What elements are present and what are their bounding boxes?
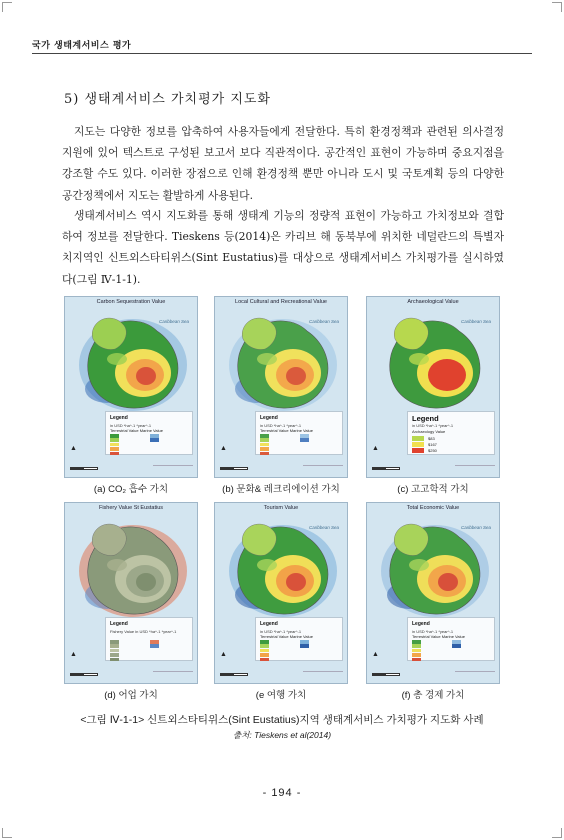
legend-swatch: [300, 434, 309, 438]
figure-caption: <그림 Ⅳ-1-1> 신트외스타티위스(Sint Eustatius)지역 생태계서비스 가치평가 지도화 사례: [80, 714, 484, 726]
map-legend: [407, 617, 495, 661]
map-figure-1: [64, 296, 198, 495]
legend-swatch: [412, 448, 424, 453]
scale-bar: [220, 467, 248, 470]
legend-terrestrial-swatches: [412, 640, 426, 662]
north-arrow-icon: ▲: [220, 651, 227, 658]
page-number: - 194 -: [262, 787, 302, 799]
legend-units: in USD *ha^-1 *year^-1: [412, 423, 454, 428]
legend-swatch: [260, 443, 269, 447]
map-title: Tourism Value: [263, 505, 299, 511]
map-caption: (f) 총 경제 가치: [401, 690, 465, 701]
crop-mark-top-left: [2, 2, 12, 12]
legend-swatch: [110, 653, 119, 657]
legend-terrestrial-swatches: [260, 640, 274, 662]
cartography-credit-line: [455, 671, 495, 679]
legend-swatch: [412, 436, 424, 441]
legend-swatch: [452, 644, 461, 648]
map-legend: [255, 411, 343, 455]
map-figure-4: [64, 502, 198, 701]
map-caption: (e 여행 가치: [255, 690, 307, 701]
legend-swatch: [300, 644, 309, 648]
paragraph-1: [62, 121, 504, 206]
legend-column-header: Terrestrial Value Marine Value: [412, 634, 465, 639]
figure-source: 출처: Tieskens et al(2014): [232, 730, 332, 740]
map-panel: [366, 296, 500, 478]
scale-bar: [220, 673, 248, 676]
crop-mark-bottom-right: [552, 828, 562, 838]
map-legend: [105, 411, 193, 455]
legend-swatch: [412, 644, 421, 648]
paragraph-2: [62, 205, 504, 290]
cartography-credit-line: [303, 671, 343, 679]
legend-swatch: [260, 649, 269, 653]
legend-marine-swatches: [300, 434, 314, 443]
map-figure-2: [214, 296, 348, 495]
legend-swatch: [300, 640, 309, 644]
island-map-graphic: [77, 311, 187, 411]
legend-swatch: [412, 653, 421, 657]
legend-swatch: [150, 640, 159, 644]
legend-swatch: [412, 442, 424, 447]
legend-swatch: [110, 644, 119, 648]
legend-title: Legend: [110, 621, 128, 627]
island-map-graphic: [379, 517, 489, 617]
map-title: Carbon Sequestration Value: [96, 299, 166, 305]
island-map-graphic: [227, 517, 337, 617]
cartography-credit-line: [303, 465, 343, 473]
map-caption: (c) 고고학적 가치: [397, 484, 469, 495]
scale-bar: [70, 673, 98, 676]
sea-label: Caribbean Sea: [158, 319, 189, 324]
map-caption: (b) 문화& 레크리에이션 가치: [222, 484, 340, 495]
cartography-credit-line: [153, 465, 193, 473]
legend-swatch: [110, 434, 119, 438]
legend-swatch: [110, 658, 119, 662]
map-figure-5: [214, 502, 348, 701]
map-legend: [407, 411, 495, 455]
map-caption: (d) 어업 가치: [104, 690, 158, 701]
legend-swatch: [412, 658, 421, 662]
map-panel: [64, 296, 198, 478]
legend-value-label: $250: [428, 448, 437, 453]
island-map-graphic: [77, 517, 187, 617]
map-title: Fishery Value St Eustatius: [98, 505, 164, 511]
cartography-credit-line: [455, 465, 495, 473]
north-arrow-icon: ▲: [70, 651, 77, 658]
legend-title: Legend: [260, 415, 278, 421]
sea-label: Caribbean Sea: [308, 319, 339, 324]
legend-swatch: [260, 434, 269, 438]
sea-label: Caribbean Sea: [460, 319, 491, 324]
paragraph-2-text: 생태계서비스 역시 지도화를 통해 생태계 기능의 정량적 표현이 가능하고 가치정보와 결합하여 정보를 전달한다. Tieskens 등(2014)은 카리브 해 동북부에 위치한 네덜란드의 특별자치지역인 신트외스타티위스(Sint Eustatius)를 대상으로 생태계서비스 가치평가를 실시하였다(그림 Ⅳ-1-1).: [62, 209, 504, 286]
header-rule: [32, 53, 532, 54]
legend-swatch: [260, 658, 269, 662]
map-figure-3: [366, 296, 500, 495]
scale-bar: [70, 467, 98, 470]
cartography-credit-line: [153, 671, 193, 679]
scale-bar: [372, 467, 400, 470]
north-arrow-icon: ▲: [70, 445, 77, 452]
map-panel: [214, 502, 348, 684]
legend-swatch: [110, 640, 119, 644]
legend-column-header: Archaeology Value: [412, 429, 446, 434]
legend-value-label: $83: [428, 436, 435, 441]
map-title: Local Cultural and Recreational Value: [235, 299, 327, 305]
map-legend: [255, 617, 343, 661]
legend-swatch: [452, 640, 461, 644]
paragraph-1-text: 지도는 다양한 정보를 압축하여 사용자들에게 전달한다. 특히 환경정책과 관련된 의사결정지원에 있어 텍스트로 구성된 보고서 보다 직관적이다. 공간적인 표현이 가능하며 중요지점을 강조할 수도 있다. 이러한 장점으로 인해 환경정책 뿐만 아니라 도시 및 국토계획 등의 다양한 공간정책에서 지도는 활발하게 사용된다.: [62, 125, 504, 202]
legend-units: in USD *ha^-1 *year^-1: [260, 629, 302, 634]
legend-terrestrial-swatches: [260, 434, 274, 456]
legend-swatch: [260, 452, 269, 456]
island-map-graphic: [379, 311, 489, 411]
legend-swatch: [150, 644, 159, 648]
legend-column-header: Terrestrial Value Marine Value: [260, 428, 313, 433]
legend-swatch: [260, 438, 269, 442]
legend-title: Legend: [412, 414, 439, 423]
map-title: Total Economic Value: [406, 505, 460, 511]
legend-terrestrial-swatches: [110, 640, 124, 662]
legend-marine-swatches: [150, 640, 164, 649]
map-figure-6: [366, 502, 500, 701]
legend-value-label: $167: [428, 442, 437, 447]
legend-column-header: Terrestrial Value Marine Value: [260, 634, 313, 639]
legend-swatch: [260, 653, 269, 657]
legend-swatch: [110, 452, 119, 456]
legend-terrestrial-swatches: [110, 434, 124, 456]
north-arrow-icon: ▲: [220, 445, 227, 452]
legend-swatch: [412, 649, 421, 653]
legend-title: Legend: [260, 621, 278, 627]
legend-column-header: Terrestrial Value Marine Value: [110, 428, 163, 433]
legend-swatch: [110, 649, 119, 653]
legend-swatch: [260, 640, 269, 644]
legend-units: in USD *ha^-1 *year^-1: [260, 423, 302, 428]
legend-units: Fishery Value in USD *ha^-1 *year^-1: [110, 629, 177, 634]
map-panel: [214, 296, 348, 478]
legend-units: in USD *ha^-1 *year^-1: [110, 423, 152, 428]
figure-map-grid: [64, 296, 500, 702]
map-caption: (a) CO₂ 흡수 가치: [93, 484, 169, 495]
legend-swatch: [412, 640, 421, 644]
legend-title: Legend: [412, 621, 430, 627]
map-title: Archaeological Value: [407, 299, 459, 305]
legend-swatch: [150, 438, 159, 442]
section-title: 5) 생태계서비스 가치평가 지도화: [64, 92, 271, 107]
legend-units: in USD *ha^-1 *year^-1: [412, 629, 454, 634]
legend-swatch: [110, 447, 119, 451]
crop-mark-top-right: [552, 2, 562, 12]
sea-label: Caribbean Sea: [460, 525, 491, 530]
north-arrow-icon: ▲: [372, 651, 379, 658]
map-panel: [366, 502, 500, 684]
scale-bar: [372, 673, 400, 676]
legend-swatch: [260, 644, 269, 648]
island-map-graphic: [227, 311, 337, 411]
sea-label: Caribbean Sea: [308, 525, 339, 530]
map-legend: [105, 617, 193, 661]
legend-swatch: [300, 438, 309, 442]
legend-swatch: [110, 438, 119, 442]
north-arrow-icon: ▲: [372, 445, 379, 452]
map-panel: [64, 502, 198, 684]
legend-title: Legend: [110, 415, 128, 421]
legend-marine-swatches: [452, 640, 466, 649]
running-header: 국가 생태계서비스 평가: [32, 41, 132, 51]
legend-marine-swatches: [150, 434, 164, 443]
crop-mark-bottom-left: [2, 828, 12, 838]
legend-swatch: [150, 434, 159, 438]
legend-marine-swatches: [300, 640, 314, 649]
legend-swatch: [260, 447, 269, 451]
legend-swatch: [110, 443, 119, 447]
